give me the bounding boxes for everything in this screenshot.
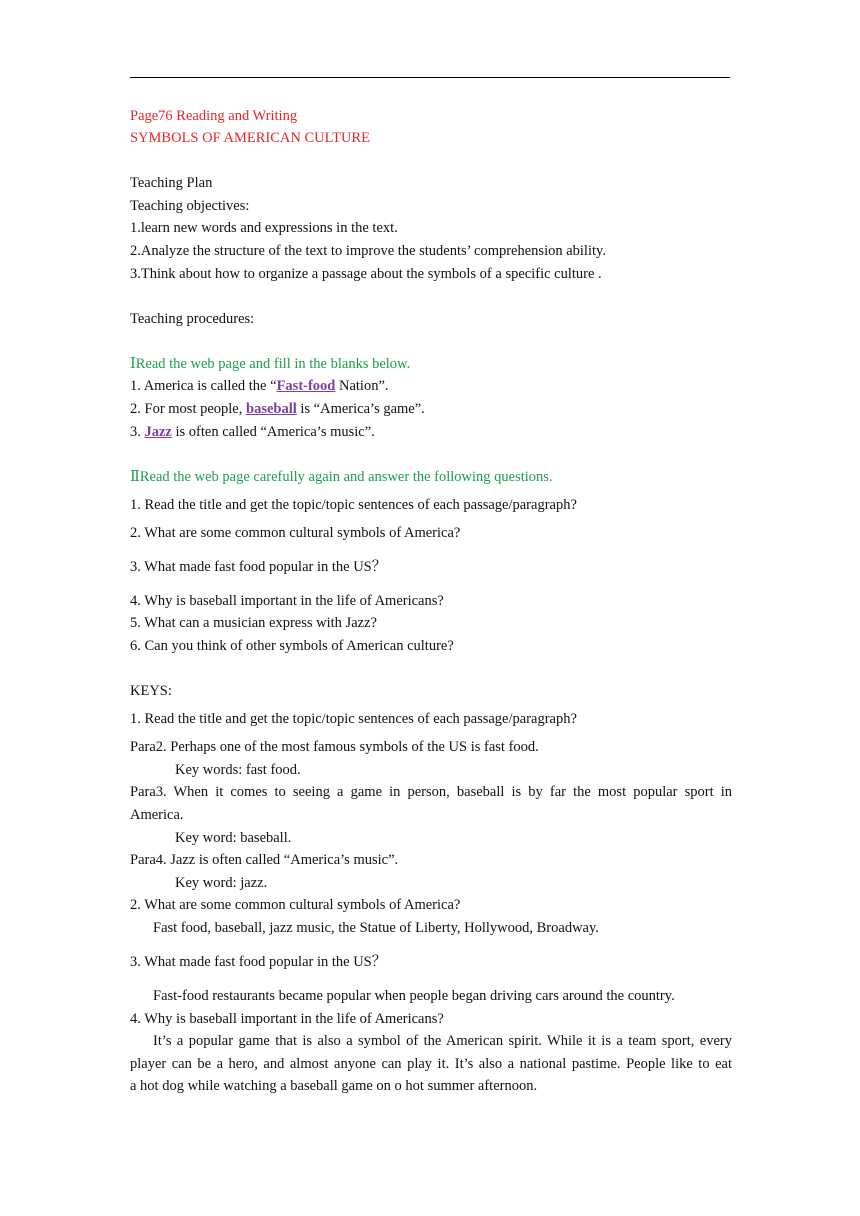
question-item: 6. Can you think of other symbols of American culture? xyxy=(130,638,454,654)
key-answer: Fast food, baseball, jazz music, the Statue of Liberty, Hollywood, Broadway. xyxy=(153,920,599,936)
key-question: 4. Why is baseball important in the life of Americans? xyxy=(130,1011,444,1027)
section2-heading: ⅡRead the web page carefully again and answer the following questions. xyxy=(130,469,553,485)
objectives-heading: Teaching objectives: xyxy=(130,198,250,214)
key-answer: a hot dog while watching a baseball game on o hot summer afternoon. xyxy=(130,1078,538,1094)
key-answer: Para2. Perhaps one of the most famous symbols of the US is fast food. xyxy=(130,739,539,755)
objective-item: 2.Analyze the structure of the text to improve the students’ comprehension ability. xyxy=(130,243,606,259)
key-question: 1. Read the title and get the topic/topic sentences of each passage/paragraph? xyxy=(130,711,577,727)
objective-item: 1.learn new words and expressions in the text. xyxy=(130,220,398,236)
section1-heading: ⅠRead the web page and fill in the blanks below. xyxy=(130,356,411,372)
key-question: 3. What made fast food popular in the US？ xyxy=(130,954,387,970)
blank-item: 1. America is called the “Fast-food Nation”. xyxy=(130,378,389,394)
key-answer: Fast-food restaurants became popular when people began driving cars around the country. xyxy=(153,988,675,1004)
keys-heading: KEYS: xyxy=(130,683,172,699)
header-rule xyxy=(130,77,730,78)
blank-item: 3. Jazz is often called “America’s music”. xyxy=(130,424,375,440)
key-answer: player can be a hero, and almost anyone can play it. It’s also a national pastime. People like to eat xyxy=(130,1056,732,1072)
blank-answer: Fast-food xyxy=(276,378,336,394)
key-answer: America. xyxy=(130,807,184,823)
key-words: Key word: jazz. xyxy=(175,875,268,891)
blank-answer: Jazz xyxy=(144,424,172,440)
key-answer: Para4. Jazz is often called “America’s music”. xyxy=(130,852,399,868)
blank-item: 2. For most people, baseball is “America’s game”. xyxy=(130,401,425,417)
key-answer: Para3. When it comes to seeing a game in person, baseball is by far the most popular sport in xyxy=(130,784,732,800)
question-item: 5. What can a musician express with Jazz? xyxy=(130,615,377,631)
question-item: 4. Why is baseball important in the life of Americans? xyxy=(130,593,444,609)
question-item: 1. Read the title and get the topic/topic sentences of each passage/paragraph? xyxy=(130,497,577,513)
lesson-title: SYMBOLS OF AMERICAN CULTURE xyxy=(130,130,370,146)
question-item: 3. What made fast food popular in the US？ xyxy=(130,559,387,575)
objective-item: 3.Think about how to organize a passage about the symbols of a specific culture . xyxy=(130,266,602,282)
key-question: 2. What are some common cultural symbols of America? xyxy=(130,897,461,913)
procedures-heading: Teaching procedures: xyxy=(130,311,255,327)
blank-answer: baseball xyxy=(246,401,297,417)
key-words: Key words: fast food. xyxy=(175,762,301,778)
teaching-plan-heading: Teaching Plan xyxy=(130,175,213,191)
key-answer: It’s a popular game that is also a symbol of the American spirit. While it is a team sport, every xyxy=(153,1033,732,1049)
page-reference-title: Page76 Reading and Writing xyxy=(130,108,298,124)
key-words: Key word: baseball. xyxy=(175,830,292,846)
question-item: 2. What are some common cultural symbols of America? xyxy=(130,525,461,541)
